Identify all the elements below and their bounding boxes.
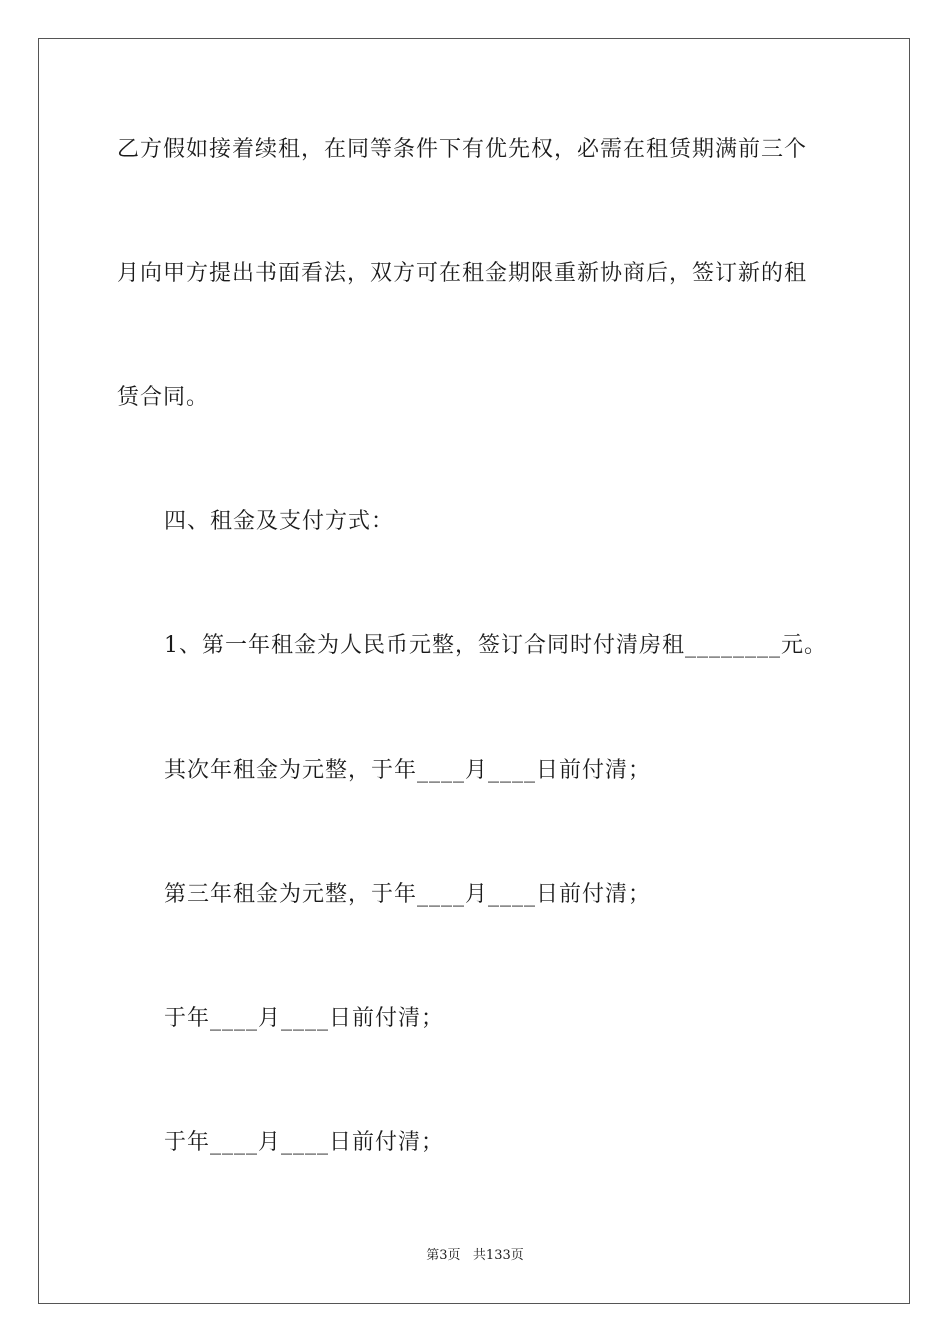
- section-heading-rent-payment: 四、租金及支付方式：: [164, 509, 395, 534]
- clause-second-year-rent: 其次年租金为元整，于年____月____日前付清；: [164, 758, 652, 783]
- paragraph-line-3: 赁合同。: [117, 385, 210, 410]
- page-frame: [38, 38, 910, 1304]
- clause-first-year-rent: 1、第一年租金为人民币元整，签订合同时付清房租________元。: [164, 633, 827, 658]
- paragraph-line-2: 月向甲方提出书面看法，双方可在租金期限重新协商后，签订新的租: [117, 261, 808, 286]
- clause-third-year-rent: 第三年租金为元整，于年____月____日前付清；: [164, 882, 652, 907]
- clause-payment-date-1: 于年____月____日前付清；: [164, 1006, 445, 1031]
- page-number-footer: 第3页 共133页: [426, 1248, 524, 1263]
- paragraph-line-1: 乙方假如接着续租，在同等条件下有优先权，必需在租赁期满前三个: [117, 137, 808, 162]
- clause-payment-date-2: 于年____月____日前付清；: [164, 1130, 445, 1155]
